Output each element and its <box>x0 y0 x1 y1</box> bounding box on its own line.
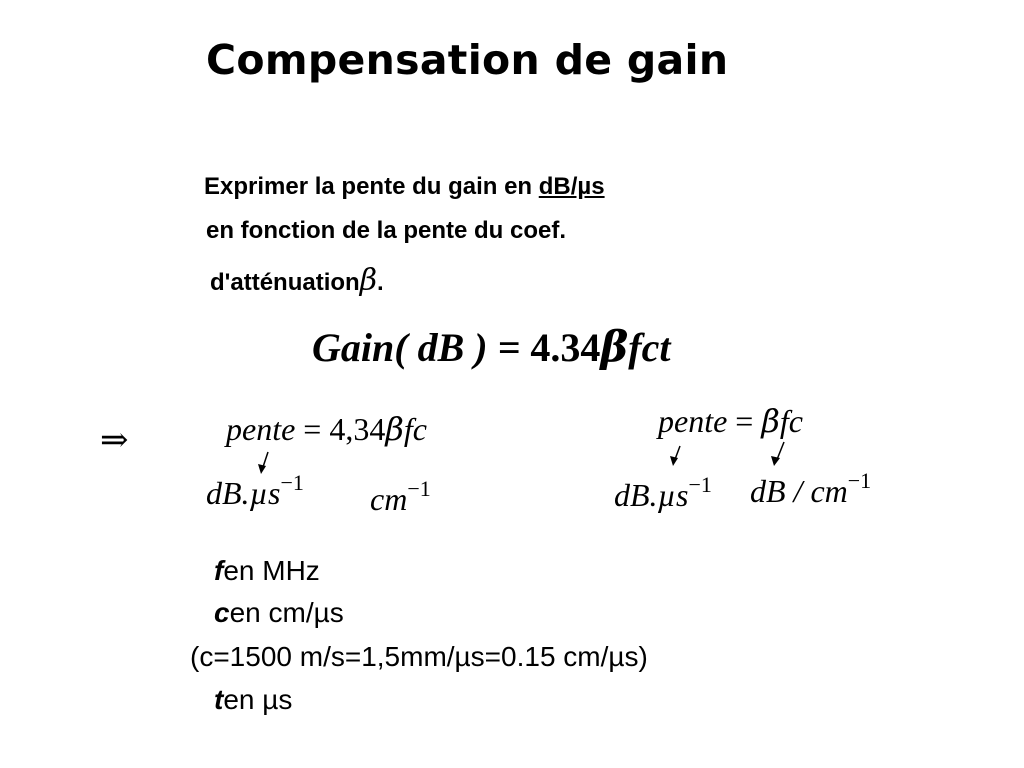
right-rhs: fc <box>779 403 803 439</box>
var-t <box>214 684 292 716</box>
right-eq: = <box>735 403 754 439</box>
intro-line-3-text: d'atténuation <box>210 269 360 296</box>
page-title: Compensation de gain <box>206 36 729 84</box>
intro-unit: dB/µs <box>538 173 605 200</box>
left-beta: β <box>385 410 404 448</box>
left-unit-a-exp: −1 <box>280 470 304 495</box>
right-unit-b-exp: −1 <box>847 468 872 493</box>
var-c <box>214 597 344 629</box>
arrow-right-dbus <box>670 446 680 466</box>
main-eq-lhs: Gain <box>312 325 395 370</box>
var-t-text: en µs <box>223 684 293 715</box>
main-eq-rhs: fct <box>628 325 671 370</box>
var-t-symbol: t <box>214 684 224 715</box>
var-c-text: en cm/µs <box>229 597 344 628</box>
right-lhs: pente <box>658 403 728 439</box>
main-eq-beta: β <box>600 322 629 371</box>
main-eq-paren: ( dB ) = <box>394 325 521 370</box>
beta-symbol: β <box>359 263 378 298</box>
left-unit-b-exp: −1 <box>407 476 431 501</box>
right-unit-a-text: dB.µs <box>614 477 689 513</box>
var-c-symbol: c <box>214 597 230 628</box>
left-coef: 4,34 <box>329 411 386 447</box>
left-lhs: pente <box>226 411 296 447</box>
var-c-note: (c=1500 m/s=1,5mm/µs=0.15 cm/µs) <box>190 641 648 672</box>
right-beta: β <box>761 402 780 440</box>
intro-line-2: en fonction de la pente du coef. <box>206 217 567 244</box>
var-f-text: en MHz <box>223 555 320 586</box>
implies-symbol: ⇒ <box>100 420 129 460</box>
left-unit-b-text: cm <box>370 481 408 517</box>
intro-line-3-end: . <box>377 269 384 296</box>
arrow-right-dbcm <box>771 442 784 466</box>
left-eq: = <box>303 411 322 447</box>
arrow-left-dbus <box>258 452 268 474</box>
right-unit-b-text: dB / cm <box>750 473 848 509</box>
left-unit-a-text: dB.µs <box>206 475 281 511</box>
var-f <box>214 555 320 587</box>
right-unit-a-exp: −1 <box>688 472 712 497</box>
main-eq-coef: 4.34 <box>530 325 601 370</box>
var-f-symbol: f <box>214 555 224 586</box>
intro-line-1-text: Exprimer la pente du gain en <box>204 173 539 200</box>
left-rhs: fc <box>403 411 427 447</box>
